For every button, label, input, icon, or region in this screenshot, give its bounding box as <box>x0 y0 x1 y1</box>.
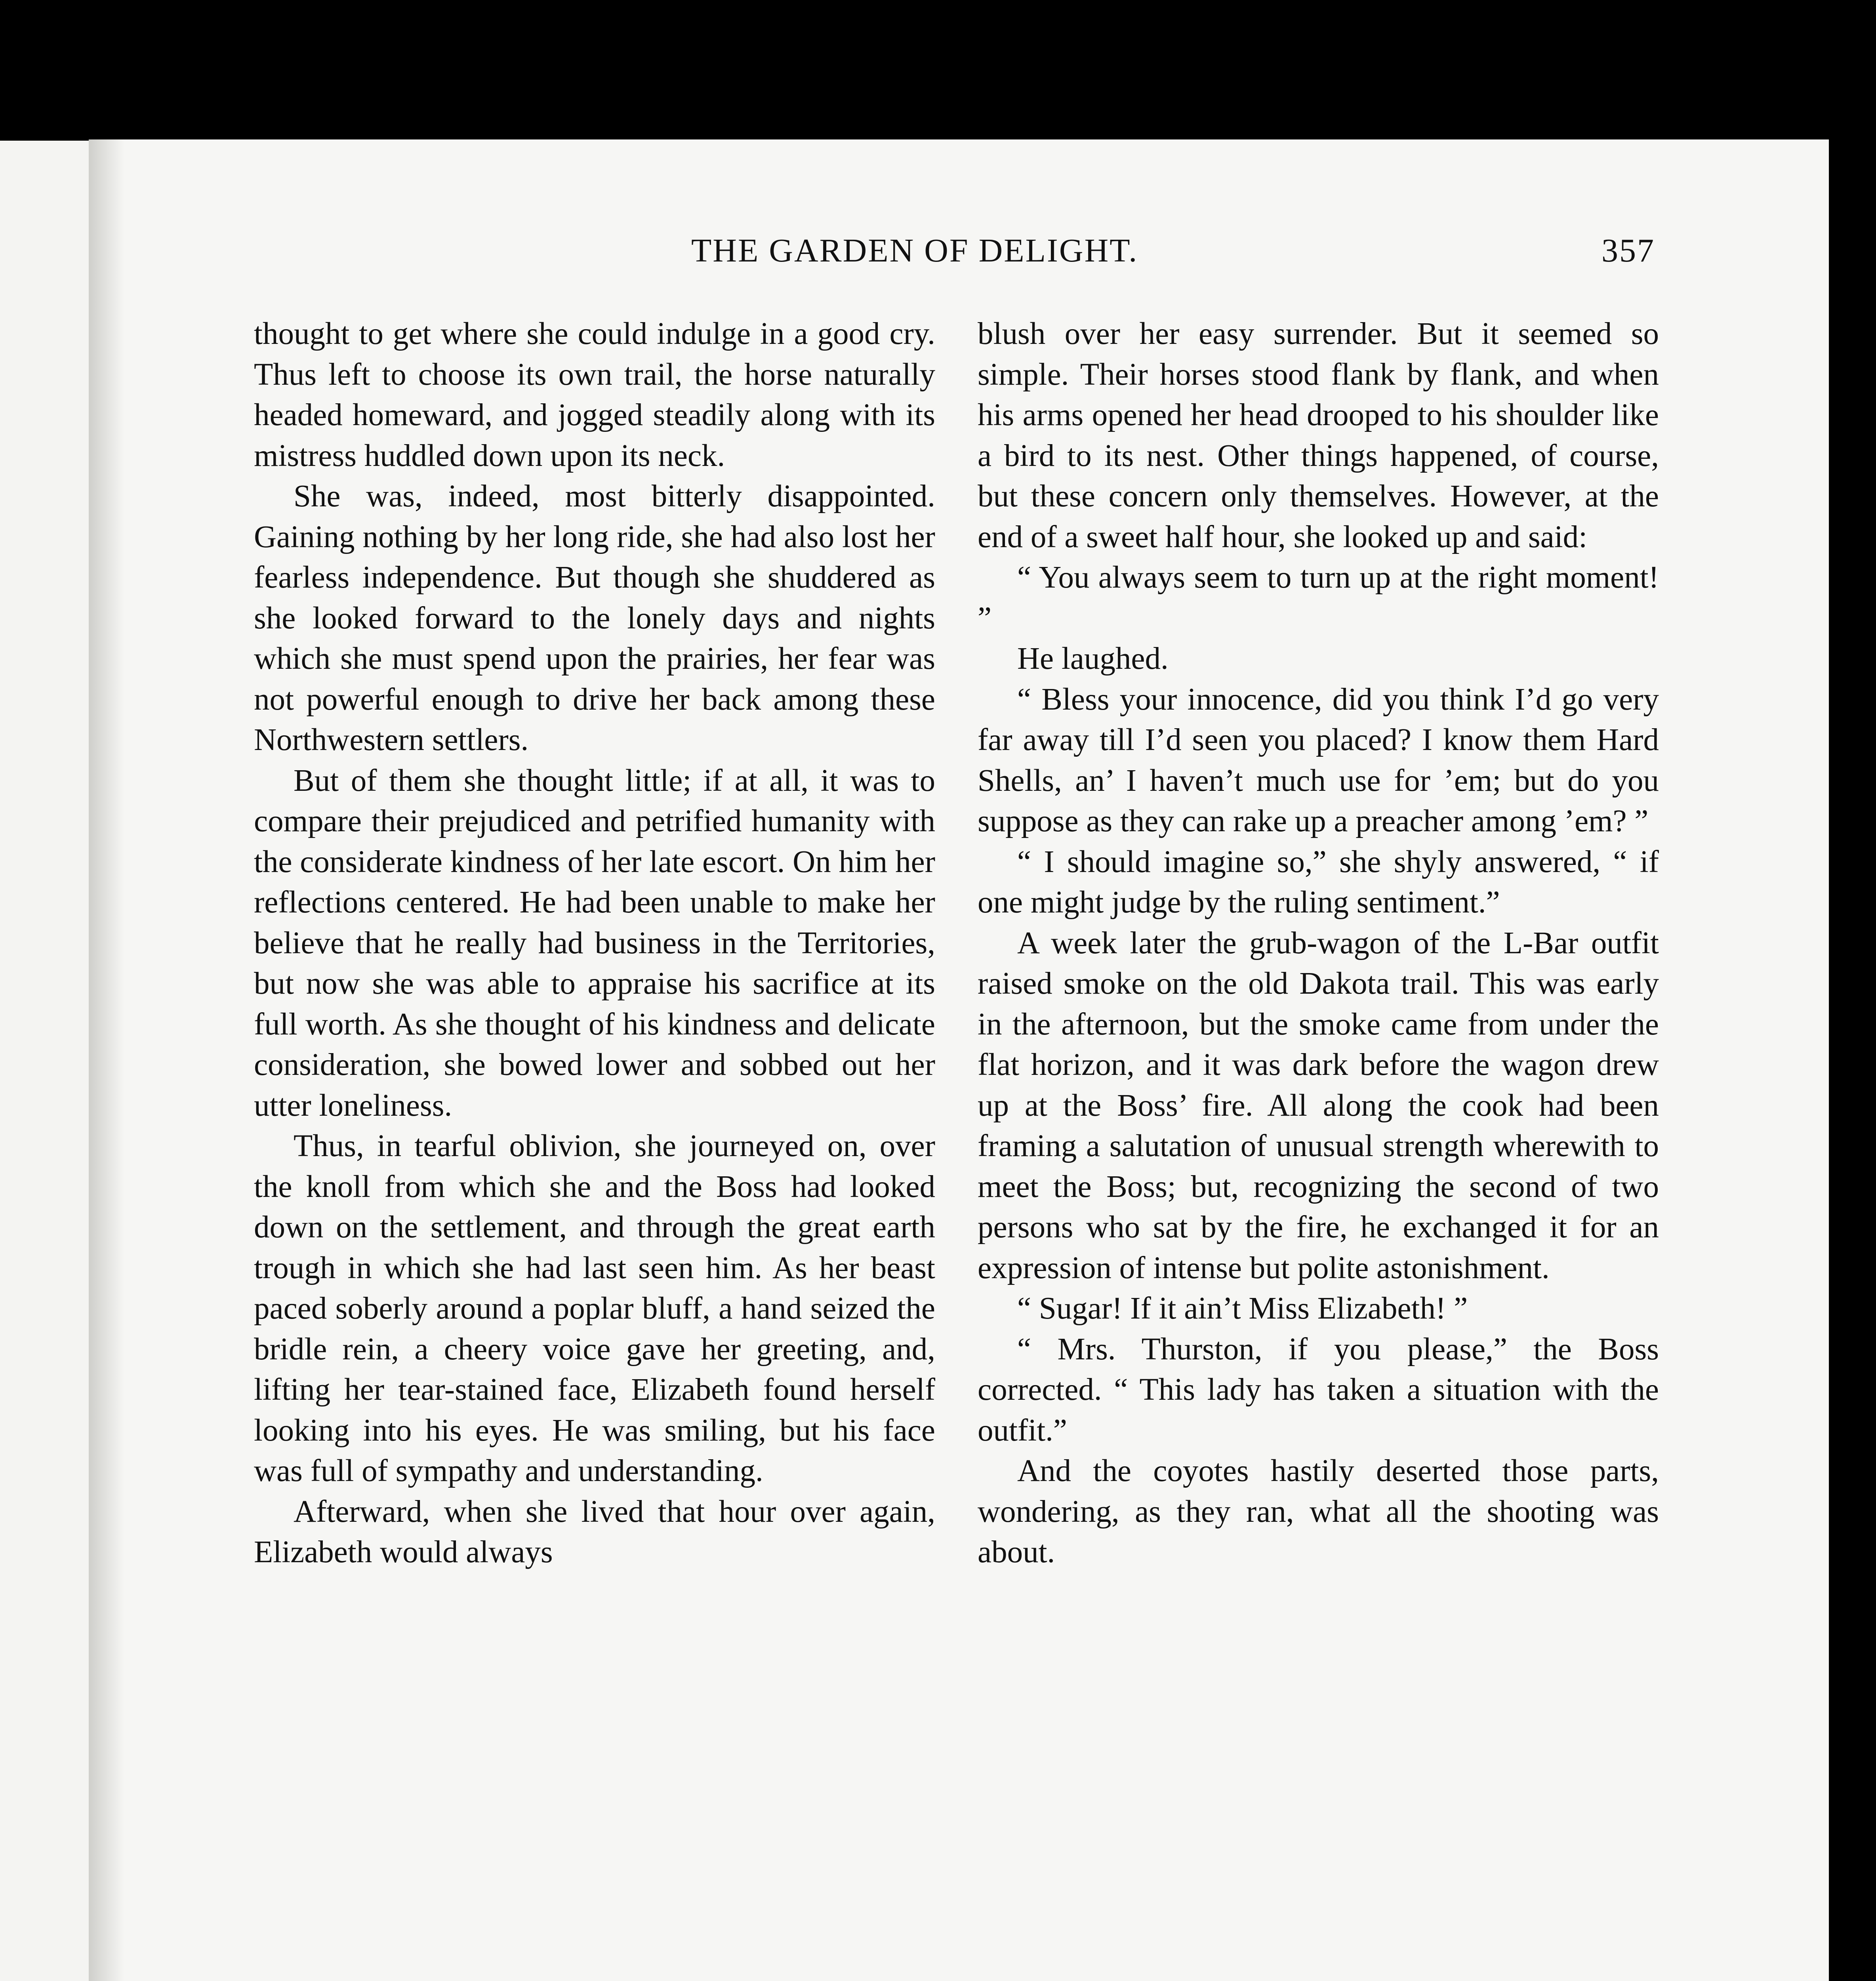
page-number: 357 <box>1601 232 1655 269</box>
paragraph: A week later the grub-wagon of the L-Bar outfit raised smoke on the old Dakota trail. This was early in the afternoon, but the smoke came from under the flat horizon, and it was dark before the wagon drew up at the Boss’ fire. All along the cook had been framing a salutation of unusual strength wherewith to meet the Boss; but, recognizing the second of two persons who sat by the fire, he exchanged it for an expression of intense but polite astonishment. <box>978 926 1659 1285</box>
left-column <box>254 314 935 1573</box>
running-head-title: THE GARDEN OF DELIGHT. <box>691 232 1138 269</box>
gutter-shadow <box>89 139 124 1981</box>
paragraph: Afterward, when she lived that hour over again, Elizabeth would always <box>254 1494 935 1569</box>
paragraph: blush over her easy surrender. But it seemed so simple. Their horses stood flank by flank, and when his arms opened her head drooped to his shoulder like a bird to its nest. Other things happened, of course, but these concern only themselves. However, at the end of a sweet half hour, she looked up and said: <box>978 317 1659 554</box>
paragraph: “ Sugar! If it ain’t Miss Elizabeth! ” <box>1017 1291 1468 1326</box>
book-page <box>89 139 1829 1981</box>
paragraph: Thus, in tearful oblivion, she journeyed on, over the knoll from which she and the Boss had looked down on the settlement, and through the great earth trough in which she had last seen him. As her beast paced soberly around a poplar bluff, a hand seized the bridle rein, a cheery voice gave her greeting, and, lifting her tear-stained face, Elizabeth found herself looking into his eyes. He was smiling, but his face was full of sympathy and understanding. <box>254 1129 935 1488</box>
paragraph: “ Bless your innocence, did you think I’d go very far away till I’d seen you placed? I know them Hard Shells, an’ I haven’t much use for ’em; but do you suppose as they can rake up a preacher among ’em? ” <box>978 682 1659 838</box>
running-head <box>89 231 1829 271</box>
paragraph: “ I should imagine so,” she shyly answered, “ if one might judge by the ruling sentiment.” <box>978 844 1659 920</box>
paragraph: She was, indeed, most bitterly disappointed. Gaining nothing by her long ride, she had also lost her fearless independence. But though she shuddered as she looked forward to the lonely days and nights which she must spend upon the prairies, her fear was not powerful enough to drive her back among these Northwestern settlers. <box>254 479 935 757</box>
paragraph: thought to get where she could indulge in a good cry. Thus left to choose its own trail, the horse naturally headed homeward, and jogged steadily along with its mistress huddled down upon its neck. <box>254 317 935 473</box>
paragraph: He laughed. <box>1017 641 1169 676</box>
paragraph: “ You always seem to turn up at the right moment! ” <box>978 560 1659 636</box>
paragraph: “ Mrs. Thurston, if you please,” the Boss corrected. “ This lady has taken a situation with the outfit.” <box>978 1332 1659 1448</box>
paragraph: But of them she thought little; if at all, it was to compare their prejudiced and petrified humanity with the considerate kindness of her late escort. On him her reflections centered. He had been unable to make her believe that he really had business in the Territories, but now she was able to appraise his sacrifice at its full worth. As she thought of his kindness and delicate consideration, she bowed lower and sobbed out her utter loneliness. <box>254 763 935 1123</box>
paragraph: And the coyotes hastily deserted those parts, wondering, as they ran, what all the shooting was about. <box>978 1454 1659 1569</box>
right-column <box>978 314 1659 1573</box>
